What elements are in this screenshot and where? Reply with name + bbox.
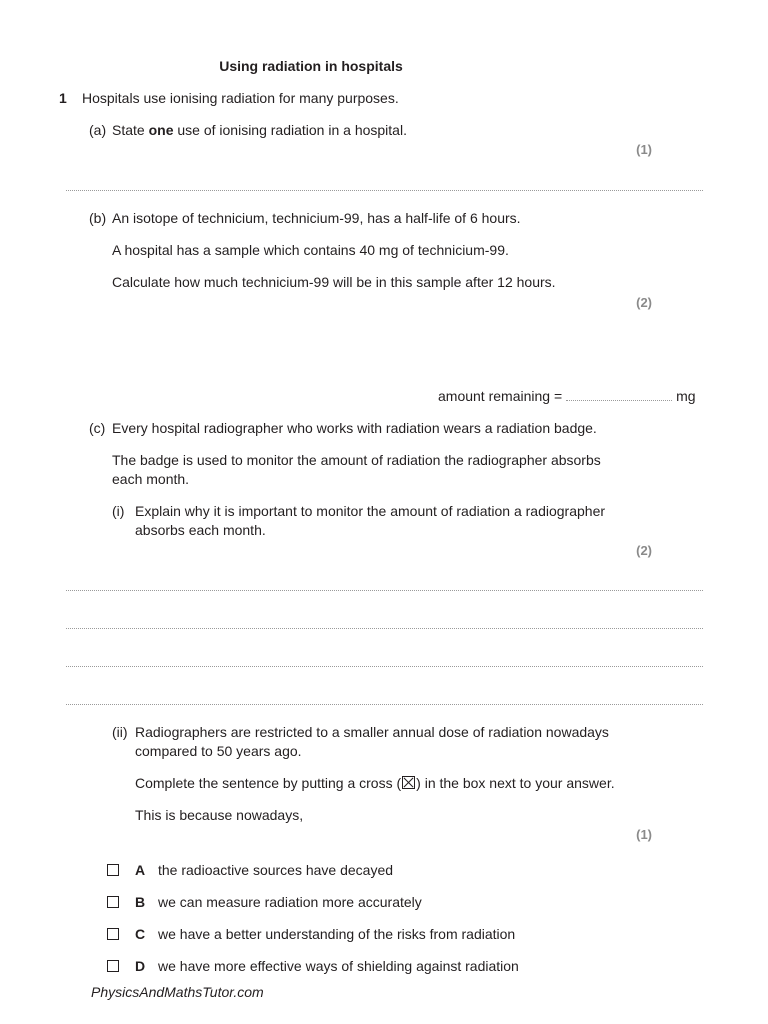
part-c-ii-stem: This is because nowadays, <box>135 807 304 823</box>
part-c-ii-label: (ii) <box>112 724 128 740</box>
part-a-marks: (1) <box>636 142 652 157</box>
part-a-text-after: use of ionising radiation in a hospital. <box>173 122 407 138</box>
part-c-i-answer-line[interactable] <box>66 704 703 705</box>
part-b-answer-row <box>438 387 696 406</box>
part-c-label: (c) <box>89 420 106 436</box>
part-b-marks: (2) <box>636 295 652 310</box>
option-b-text: we can measure radiation more accurately <box>158 894 422 910</box>
part-c-i-answer-line[interactable] <box>66 628 703 629</box>
part-c-i-answer-line[interactable] <box>66 590 703 591</box>
footer-watermark: PhysicsAndMathsTutor.com <box>91 984 264 1000</box>
question-number: 1 <box>59 90 67 106</box>
option-d-letter: D <box>135 958 146 974</box>
part-a-answer-line[interactable] <box>66 190 703 191</box>
part-a-text-bold: one <box>148 122 174 138</box>
part-c-line2: The badge is used to monitor the amount of radiation the radiographer absorbs each month. <box>112 452 601 487</box>
instruction-after: ) in the box next to your answer. <box>416 775 615 791</box>
option-c-letter: C <box>135 926 146 942</box>
part-c-ii-text: Radiographers are restricted to a smaller annual dose of radiation nowadays compared to 50 years ago. <box>135 724 609 759</box>
part-c-ii-instruction <box>135 774 615 793</box>
part-c-ii-marks: (1) <box>636 827 652 842</box>
question-intro: Hospitals use ionising radiation for many purposes. <box>82 90 399 106</box>
instruction-before: Complete the sentence by putting a cross ( <box>135 775 402 791</box>
part-c-i-marks: (2) <box>636 543 652 558</box>
part-c-line1: Every hospital radiographer who works with radiation wears a radiation badge. <box>112 420 597 436</box>
part-b-line2: A hospital has a sample which contains 40 mg of technicium-99. <box>112 242 509 258</box>
option-c <box>107 925 119 944</box>
amount-remaining-field[interactable] <box>566 388 672 401</box>
part-b-line1: An isotope of technicium, technicium-99, has a half-life of 6 hours. <box>112 210 521 226</box>
crossed-box-icon <box>402 776 415 789</box>
option-d-checkbox[interactable] <box>107 960 119 972</box>
option-b-checkbox[interactable] <box>107 896 119 908</box>
part-a-text-before: State <box>112 122 149 138</box>
part-c-i-text: Explain why it is important to monitor the amount of radiation a radiographer absorbs each month. <box>135 503 606 538</box>
part-c-i-answer-line[interactable] <box>66 666 703 667</box>
part-c-i-label: (i) <box>112 503 125 519</box>
option-a-letter: A <box>135 862 146 878</box>
amount-remaining-label: amount remaining = <box>438 388 563 404</box>
option-d-text: we have more effective ways of shielding against radiation <box>158 958 519 974</box>
option-a <box>107 861 119 880</box>
option-b-letter: B <box>135 894 146 910</box>
part-b-line3: Calculate how much technicium-99 will be in this sample after 12 hours. <box>112 274 556 290</box>
amount-unit: mg <box>676 388 696 404</box>
part-b-label: (b) <box>89 210 107 226</box>
option-d <box>107 957 119 976</box>
part-a-label: (a) <box>89 122 107 138</box>
option-a-checkbox[interactable] <box>107 864 119 876</box>
option-c-checkbox[interactable] <box>107 928 119 940</box>
option-b <box>107 893 119 912</box>
part-a-question <box>112 121 407 140</box>
option-a-text: the radioactive sources have decayed <box>158 862 394 878</box>
option-c-text: we have a better understanding of the risks from radiation <box>158 926 516 942</box>
page-title: Using radiation in hospitals <box>219 58 403 74</box>
